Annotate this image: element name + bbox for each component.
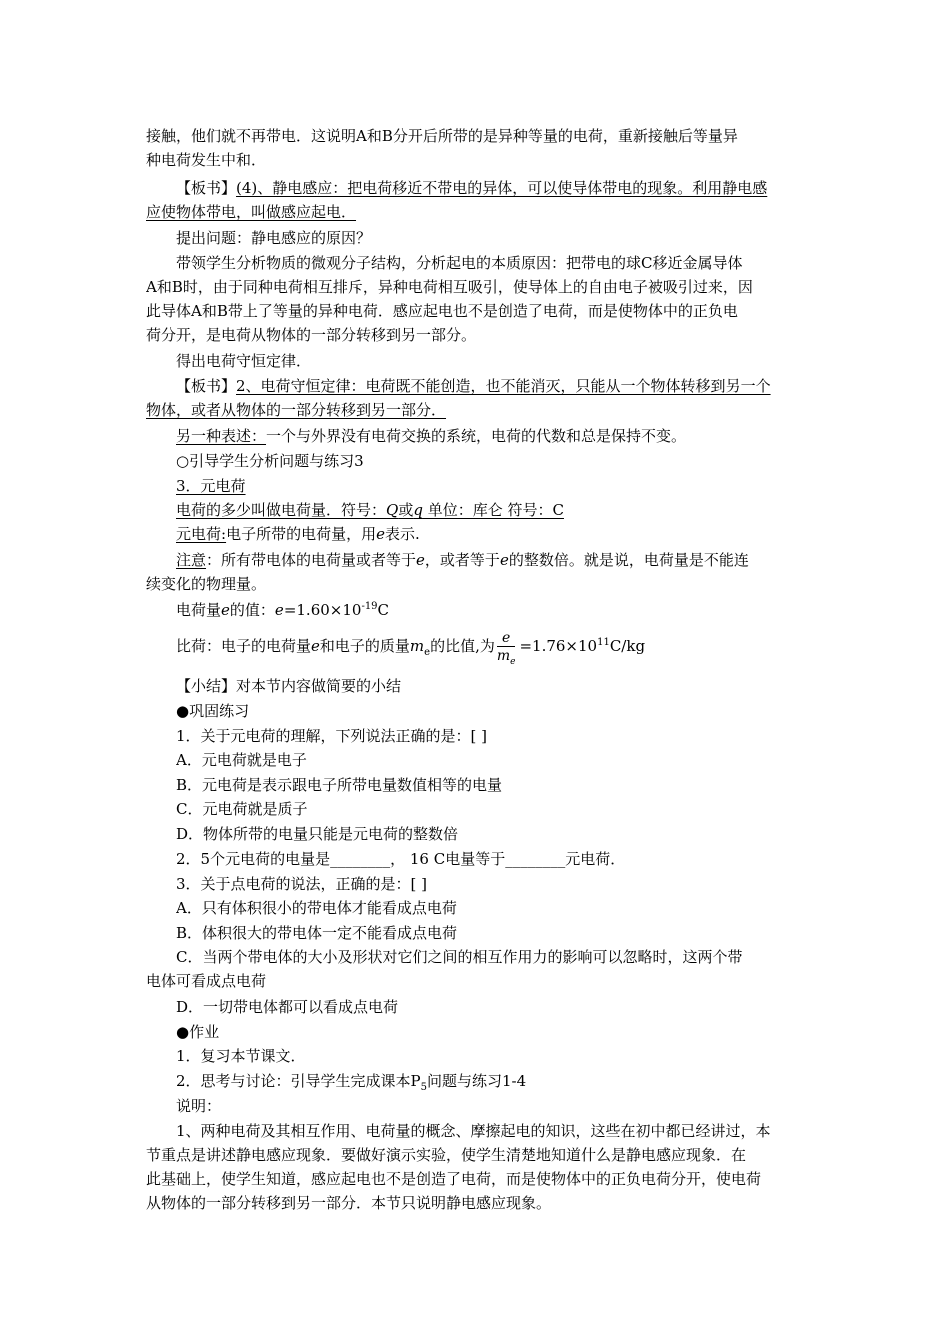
alternate-statement xyxy=(176,424,810,448)
question-3: 3．关于点电荷的说法，正确的是：[ ] xyxy=(176,875,428,893)
board-tag: 【板书】 xyxy=(176,179,237,197)
paragraph-line: 从物体的一部分转移到另一部分．本节只说明静电感应现象。 xyxy=(146,1194,552,1212)
text: 电子所带的电荷量，用 xyxy=(226,525,377,543)
alternate-text: 一个与外界没有电荷交换的系统，电荷的代数和总是保持不变。 xyxy=(266,427,687,445)
board-note-induction xyxy=(176,176,810,200)
option-a: A．只有体积很小的带电体才能看成点电荷 xyxy=(176,899,457,917)
symbol-e: e xyxy=(311,637,320,655)
subscript: e xyxy=(424,647,431,658)
paragraph-line: 续变化的物理量。 xyxy=(146,575,267,593)
option-b: B．元电荷是表示跟电子所带电量数值相等的电量 xyxy=(176,776,503,794)
option-c: C．当两个带电体的大小及形状对它们之间的相互作用力的影响可以忽略时，这两个带 xyxy=(176,948,743,966)
fraction xyxy=(497,630,516,665)
paragraph-line: 此基础上，使学生知道，感应起电也不是创造了电荷，而是使物体中的正负电荷分开，使电荷 xyxy=(146,1170,762,1188)
board-text: 2、电荷守恒定律：电荷既不能创造，也不能消灭，只能从一个物体转移到另一个 xyxy=(236,377,771,395)
question-1: 1．关于元电荷的理解，下列说法正确的是：[ ] xyxy=(176,727,488,745)
paragraph-line: 此导体A和B带上了等量的异种电荷．感应起电也不是创造了电荷，而是使物体中的正负电 xyxy=(146,302,738,320)
symbol-m: m xyxy=(409,637,425,655)
option-a: A．元电荷就是电子 xyxy=(176,751,307,769)
paragraph-line: 带领学生分析物质的微观分子结构，分析起电的本质原因：把带电的球C移近金属导体 xyxy=(176,254,743,272)
fraction-numerator: e xyxy=(497,630,516,647)
board-note-line: 应使物体带电，叫做感应起电． xyxy=(146,203,357,221)
value: =1.76×10 xyxy=(519,637,598,655)
option-c: C．元电荷就是质子 xyxy=(176,800,308,818)
symbol-Q: Q xyxy=(386,501,399,519)
option-d: D．一切带电体都可以看成点电荷 xyxy=(176,998,399,1016)
option-d: D．物体所带的电量只能是元电荷的整数倍 xyxy=(176,825,459,843)
board-note-line: 物体，或者从物体的一部分转移到另一部分． xyxy=(146,401,447,419)
board-text: (4)、静电感应：把电荷移近不带电的异体，可以使导体带电的现象。利用静电感 xyxy=(236,179,768,197)
charge-definition xyxy=(176,498,810,522)
text: 电荷量 xyxy=(176,601,222,619)
paragraph-line: 节重点是讲述静电感应现象．要做好演示实验，使学生清楚地知道什么是静电感应现象．在 xyxy=(146,1146,747,1164)
value: =1.60×10 xyxy=(283,601,362,619)
paragraph-line: 提出问题：静电感应的原因？ xyxy=(176,229,372,247)
board-note-conservation xyxy=(176,374,810,398)
board-tag: 【板书】 xyxy=(176,377,237,395)
text: ：所有带电体的电荷量或者等于 xyxy=(206,551,417,569)
exercise-heading: ●巩固练习 xyxy=(176,702,250,720)
summary-heading: 【小结】对本节内容做简要的小结 xyxy=(176,677,402,695)
paragraph-line: 1、两种电荷及其相互作用、电荷量的概念、摩擦起电的知识，这些在初中都已经讲过，本 xyxy=(176,1122,771,1140)
text: 的比值,为 xyxy=(430,637,495,655)
question-2: 2．5个元电荷的电量是________， 16 C电量等于________元电荷． xyxy=(176,850,626,868)
symbol-e: e xyxy=(499,551,509,569)
exponent: 11 xyxy=(597,637,610,648)
option-b: B．体积很大的带电体一定不能看成点电荷 xyxy=(176,924,458,942)
text: 或 xyxy=(398,501,414,519)
paragraph-line: 接触，他们就不再带电．这说明A和B分开后所带的是异种等量的电荷，重新接触后等量异 xyxy=(146,127,738,145)
paragraph-line: 种电荷发生中和． xyxy=(146,151,267,169)
text: 的整数倍。就是说，电荷量是不能连 xyxy=(508,551,749,569)
text: 和电子的质量 xyxy=(319,637,410,655)
subscript: e xyxy=(510,656,516,666)
text: 电荷的多少叫做电荷量．符号： xyxy=(176,501,387,519)
homework-heading: ●作业 xyxy=(176,1023,220,1041)
text: 单位：库仑 符号：C xyxy=(422,501,564,519)
symbol-e: e xyxy=(376,525,385,543)
elementary-charge-definition xyxy=(176,522,810,546)
homework-item-2 xyxy=(176,1069,810,1093)
alternate-label: 另一种表述： xyxy=(176,427,267,445)
paragraph-line: 得出电荷守恒定律． xyxy=(176,352,312,370)
specific-charge-line xyxy=(176,626,810,666)
section-heading: 3．元电荷 xyxy=(176,477,246,495)
text: 的值： xyxy=(229,601,275,619)
term: 元电荷: xyxy=(176,525,227,543)
option-c-continued: 电体可看成点电荷 xyxy=(146,972,267,990)
guide-item: ○引导学生分析问题与练习3 xyxy=(176,452,364,470)
charge-value-line xyxy=(176,598,810,622)
symbol-e: e xyxy=(221,601,230,619)
paragraph-line: 荷分开，是电荷从物体的一部分转移到另一部分。 xyxy=(146,326,477,344)
text: 比荷：电子的电荷量 xyxy=(176,637,312,655)
text: 2．思考与讨论：引导学生完成课本P xyxy=(176,1072,421,1090)
fraction-denominator xyxy=(497,647,516,665)
symbol-e: e xyxy=(416,551,425,569)
subscript: 5 xyxy=(420,1082,428,1093)
paragraph-line: A和B时，由于同种电荷相互排斥，异种电荷相互吸引，使导体上的自由电子被吸引过来，因 xyxy=(146,278,753,296)
notes-heading: 说明： xyxy=(176,1097,222,1115)
homework-item-1: 1．复习本节课文． xyxy=(176,1047,306,1065)
symbol-q: q xyxy=(413,501,423,519)
text: 问题与练习1-4 xyxy=(427,1072,527,1090)
note-label: 注意 xyxy=(176,551,207,569)
unit: C xyxy=(377,601,390,619)
symbol-e: e xyxy=(274,601,284,619)
text: 表示. xyxy=(384,525,420,543)
exponent: -19 xyxy=(361,601,378,612)
text: ，或者等于 xyxy=(424,551,500,569)
note-line xyxy=(176,548,810,572)
symbol-m: m xyxy=(496,647,511,664)
unit: C/kg xyxy=(609,637,646,655)
